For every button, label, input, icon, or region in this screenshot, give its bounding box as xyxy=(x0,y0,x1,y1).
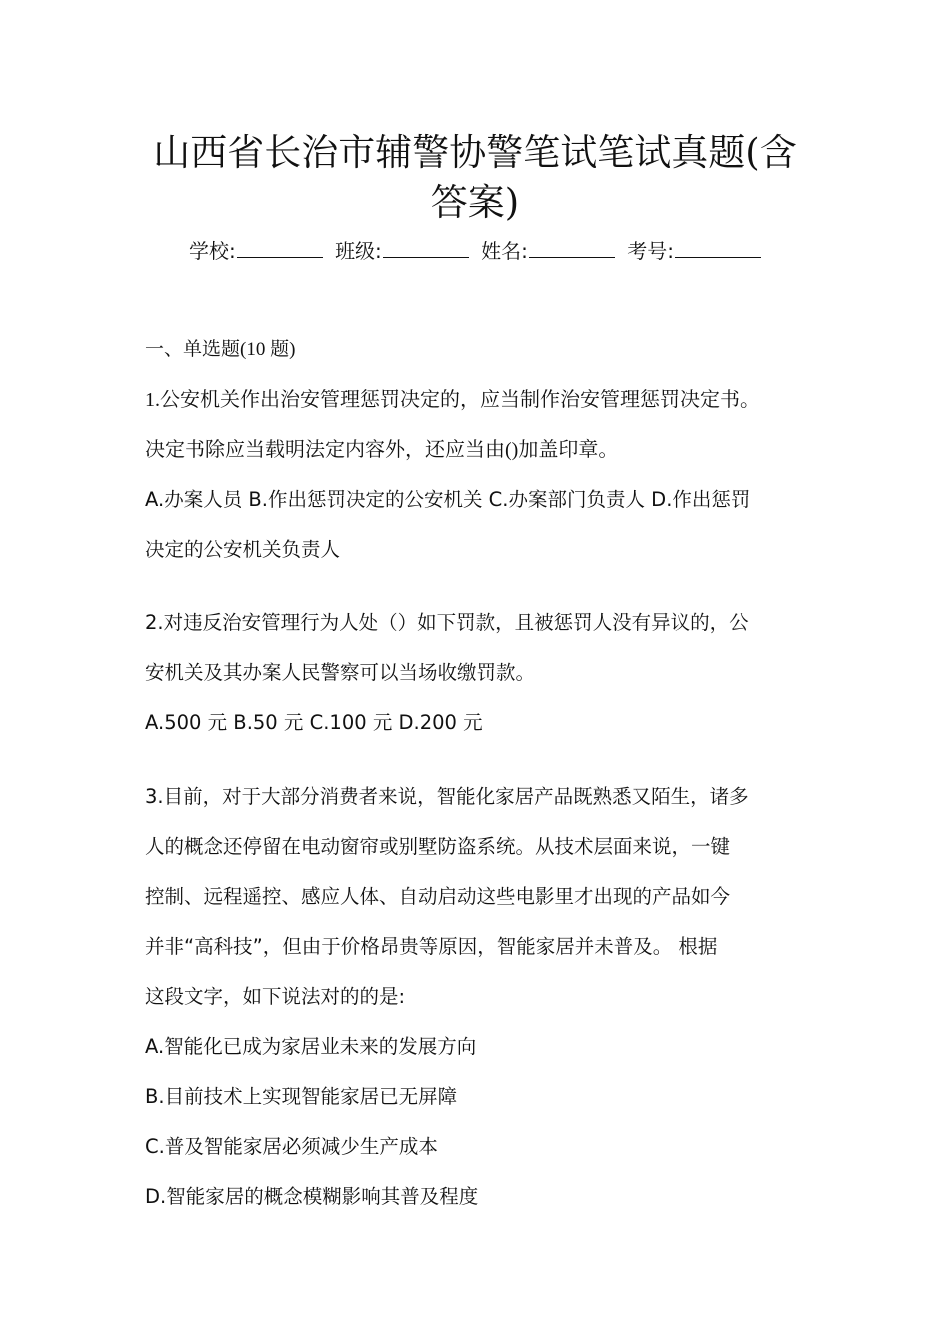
exam-number-blank xyxy=(675,239,761,258)
question-1-option-line: A.办案人员 B.作出惩罚决定的公安机关 C.办案部门负责人 D.作出惩罚 xyxy=(145,488,751,511)
question-3-option-c: C.普及智能家居必须减少生产成本 xyxy=(145,1135,438,1158)
question-2-options xyxy=(145,698,810,748)
student-info-row xyxy=(0,236,950,266)
question-1-stem-line: 决定书除应当载明法定内容外，还应当由()加盖印章。 xyxy=(145,439,619,461)
question-2-option-line: A.500 元 B.50 元 C.100 元 D.200 元 xyxy=(145,711,483,734)
question-3-stem-line: 人的概念还停留在电动窗帘或别墅防盗系统。从技术层面来说，一键 xyxy=(145,835,731,858)
question-3-stem-line: 并非“高科技”，但由于价格昂贵等原因，智能家居并未普及。 根据 xyxy=(145,935,718,958)
question-2-stem xyxy=(145,598,810,698)
question-3-option-d: D.智能家居的概念模糊影响其普及程度 xyxy=(145,1185,479,1208)
question-3-stem xyxy=(145,772,810,1022)
question-1-stem-line: 1.公安机关作出治安管理惩罚决定的，应当制作治安管理惩罚决定书。 xyxy=(145,389,760,411)
question-3-option-b: B.目前技术上实现智能家居已无屏障 xyxy=(145,1085,458,1108)
question-3-options xyxy=(145,1022,810,1222)
question-3-stem-line: 控制、远程遥控、感应人体、自动启动这些电影里才出现的产品如今 xyxy=(145,885,731,908)
question-1-options xyxy=(145,475,810,575)
school-label: 学校: xyxy=(188,239,236,263)
question-1-stem xyxy=(145,375,810,475)
school-field xyxy=(189,236,323,266)
question-1-option-line: 决定的公安机关负责人 xyxy=(145,538,341,561)
question-2-stem-line: 2.对违反治安管理行为人处（）如下罚款，且被惩罚人没有异议的，公 xyxy=(145,611,749,634)
question-2-stem-line: 安机关及其办案人民警察可以当场收缴罚款。 xyxy=(145,661,536,684)
name-field xyxy=(481,236,615,266)
class-field xyxy=(335,236,469,266)
question-3-option-a: A.智能化已成为家居业未来的发展方向 xyxy=(145,1035,477,1058)
exam-number-label: 考号: xyxy=(627,239,675,263)
school-blank xyxy=(237,239,323,258)
section-heading: 一、单选题(10 题) xyxy=(145,339,296,360)
name-blank xyxy=(529,239,615,258)
name-label: 姓名: xyxy=(481,239,528,263)
class-blank xyxy=(383,239,469,258)
question-3-stem-line: 这段文字，如下说法对的的是: xyxy=(145,985,406,1008)
question-3-stem-line: 3.目前，对于大部分消费者来说，智能化家居产品既熟悉又陌生，诸多 xyxy=(145,785,749,808)
document-title: 山西省长治市辅警协警笔试笔试真题(含答案) xyxy=(153,131,797,224)
class-label: 班级: xyxy=(335,239,382,263)
exam-number-field xyxy=(627,236,761,266)
